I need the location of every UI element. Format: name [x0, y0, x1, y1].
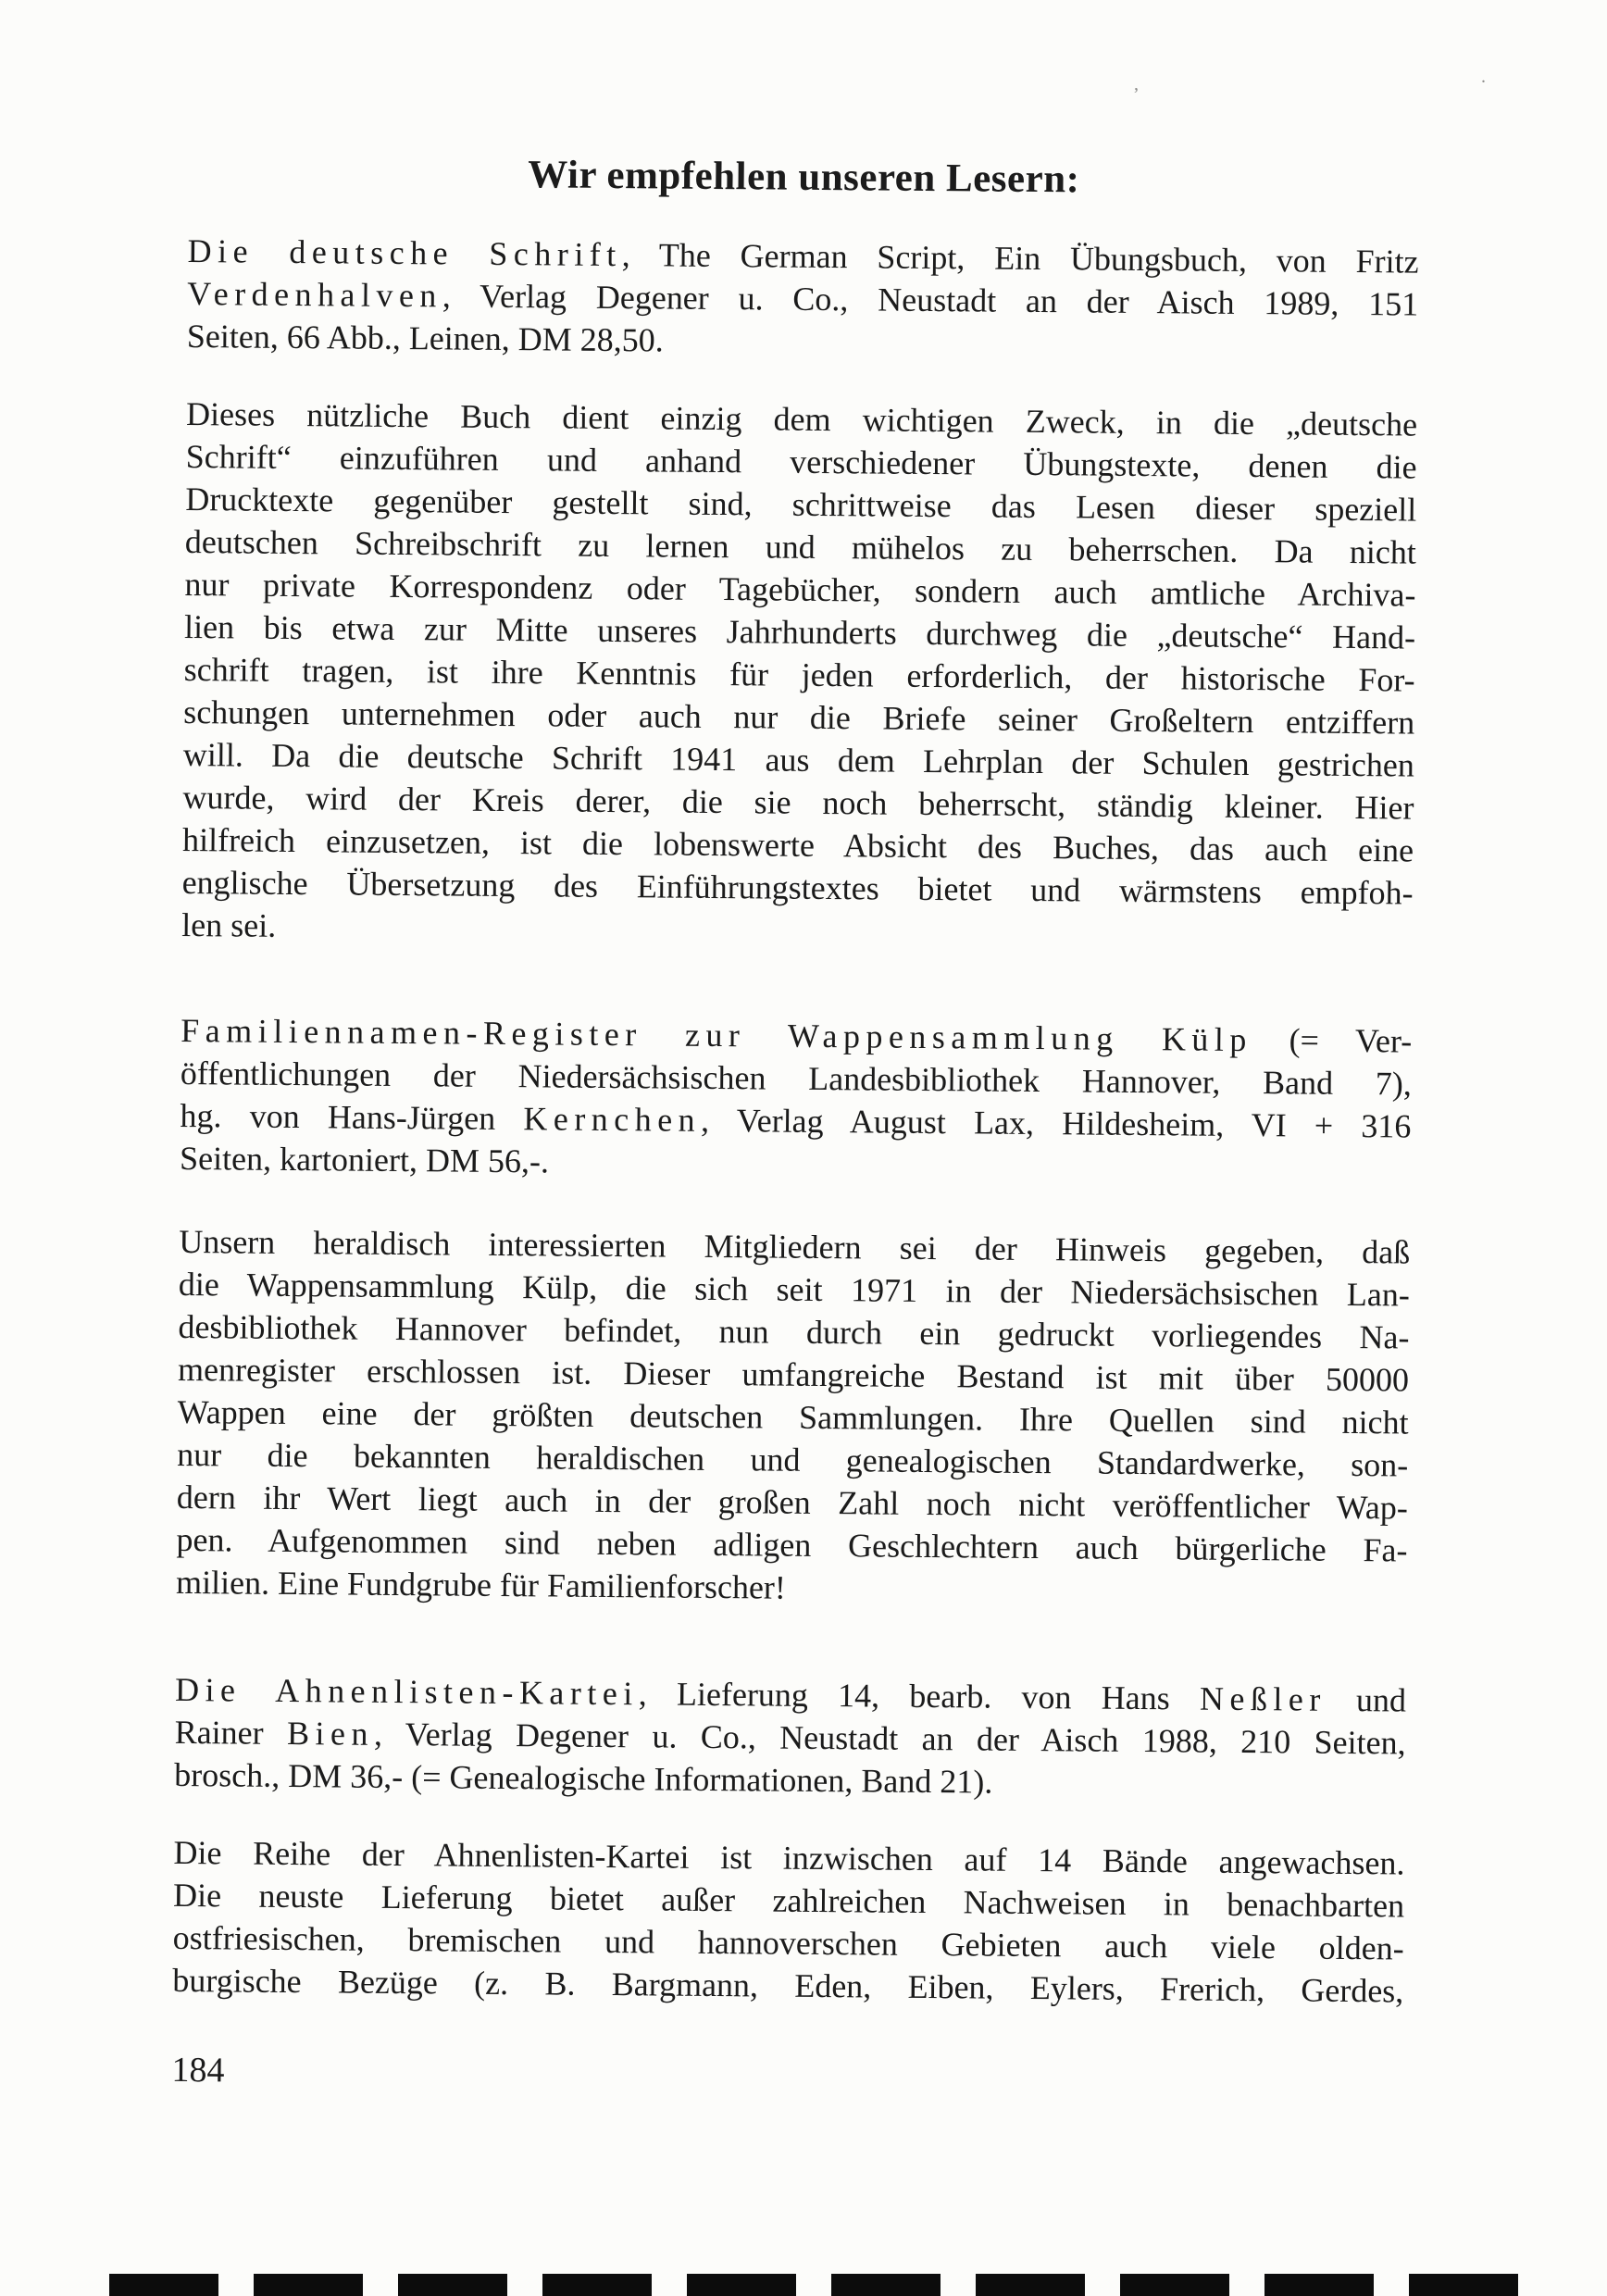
text-segment: , The German Script, Ein Übungsbuch, von Fritz [621, 236, 1419, 281]
text-segment: Schrift“ einzuführen und anhand verschiedener Übungstexte, denen die [185, 437, 1417, 486]
letterspaced-text: Die Ahnenlisten-Kartei [174, 1670, 639, 1713]
letterspaced-text: Die deutsche Schrift [187, 231, 622, 274]
paragraph-book2-review [176, 1220, 1411, 1615]
paragraph-book3-citation [174, 1668, 1406, 1807]
letterspaced-text: Neßler [1199, 1679, 1327, 1718]
text-segment: menregister erschlossen ist. Dieser umfangreiche Bestand ist mit über 50000 [177, 1350, 1410, 1399]
scan-edge-artifact [109, 2274, 1524, 2296]
text-segment: Unsern heraldisch interessierten Mitgliedern sei der Hinweis gegeben, daß [179, 1222, 1411, 1271]
text-segment: , Lieferung 14, bearb. von Hans [638, 1675, 1201, 1717]
text-segment: lien bis etwa zur Mitte unseres Jahrhunderts durchweg die „deutsche“ Hand- [183, 607, 1416, 656]
text-segment: schrift tragen, ist ihre Kenntnis für jeden erforderlich, der historische For- [183, 650, 1415, 699]
text-segment: die Wappensammlung Külp, die sich seit 1971 in der Niedersächsischen Lan- [178, 1265, 1411, 1314]
text-segment: hilfreich einzusetzen, ist die lobenswerte Absicht des Buches, das auch eine [181, 820, 1414, 869]
page-title: Wir empfehlen unseren Lesern: [528, 153, 1080, 202]
text-segment: Die neuste Lieferung bietet außer zahlreichen Nachweisen in benachbarten [172, 1876, 1405, 1925]
text-segment: milien. Eine Fundgrube für Familienforscher! [175, 1563, 787, 1606]
text-segment: len sei. [181, 905, 277, 944]
paragraph-book2-citation [180, 1009, 1413, 1191]
text-segment: burgische Bezüge (z. B. Bargmann, Eden, Eiben, Eylers, Frerich, Gerdes, [172, 1961, 1404, 2010]
text-segment: und [1326, 1680, 1407, 1719]
text-segment: , Verlag Degener u. Co., Neustadt an der Aisch 1989, 151 [442, 277, 1419, 323]
text-segment: pen. Aufgenommen sind neben adligen Geschlechtern auch bürgerliche Fa- [176, 1520, 1408, 1569]
text-segment: Seiten, 66 Abb., Leinen, DM 28,50. [186, 317, 664, 359]
text-segment: nur private Korrespondenz oder Tagebücher, sondern auch amtliche Archiva- [184, 565, 1416, 614]
text-segment: hg. von Hans-Jürgen [180, 1096, 524, 1138]
page-content [171, 0, 1421, 2102]
text-segment: öffentlichungen der Niedersächsischen Landesbibliothek Hannover, Band 7), [180, 1054, 1413, 1103]
letterspaced-text: Verdenhalven [187, 274, 443, 315]
text-segment: brosch., DM 36,- (= Genealogische Informationen, Band 21). [174, 1755, 993, 1801]
page-number: 184 [171, 2050, 225, 2090]
text-segment: will. Da die deutsche Schrift 1941 aus dem Lehrplan der Schulen gestrichen [182, 735, 1415, 784]
paragraph-book1-review [181, 393, 1417, 957]
text-segment: Seiten, kartoniert, DM 56,-. [179, 1139, 550, 1180]
text-segment: schungen unternehmen oder auch nur die Briefe seiner Großeltern entziffern [183, 693, 1415, 742]
letterspaced-text: Familiennamen-Register zur Wappensammlung Külp [181, 1011, 1253, 1059]
text-segment: Die Reihe der Ahnenlisten-Kartei ist inzwischen auf 14 Bände angewachsen. [173, 1833, 1405, 1882]
text-segment: (= Ver- [1252, 1021, 1413, 1060]
text-segment: , Verlag August Lax, Hildesheim, VI + 316 [700, 1101, 1412, 1145]
paragraph-book1-citation [187, 230, 1419, 368]
text-segment: Rainer [174, 1713, 288, 1752]
text-segment: Drucktexte gegenüber gestellt sind, schrittweise das Lesen dieser speziell [185, 480, 1417, 529]
text-segment: englische Übersetzung des Einführungstextes bietet und wärmstens empfoh- [181, 863, 1414, 912]
letterspaced-text: Kernchen [523, 1100, 702, 1139]
text-segment: Wappen eine der größten deutschen Sammlungen. Ihre Quellen sind nicht [177, 1392, 1409, 1441]
scan-speck: . [1481, 67, 1486, 87]
text-segment: , Verlag Degener u. Co., Neustadt an der Aisch 1988, 210 Seiten, [373, 1715, 1406, 1762]
text-segment: ostfriesischen, bremischen und hannoverschen Gebieten auch viele olden- [172, 1918, 1404, 1967]
text-segment: deutschen Schreibschrift zu lernen und mühelos zu beherrschen. Da nicht [184, 522, 1417, 571]
text-segment: dern ihr Wert liegt auch in der großen Zahl noch nicht veröffentlicher Wap- [176, 1478, 1409, 1527]
text-segment: wurde, wird der Kreis derer, die sie noch beherrscht, ständig kleiner. Hier [182, 778, 1414, 827]
scan-speck: , [1134, 74, 1139, 94]
text-segment: Dieses nützliche Buch dient einzig dem wichtigen Zweck, in die „deutsche [185, 394, 1418, 443]
letterspaced-text: Bien [286, 1714, 375, 1753]
text-segment: nur die bekannten heraldischen und genealogischen Standardwerke, son- [177, 1435, 1409, 1484]
paragraph-book3-review [172, 1831, 1405, 2013]
text-segment: desbibliothek Hannover befindet, nun durch ein gedruckt vorliegendes Na- [178, 1307, 1410, 1356]
